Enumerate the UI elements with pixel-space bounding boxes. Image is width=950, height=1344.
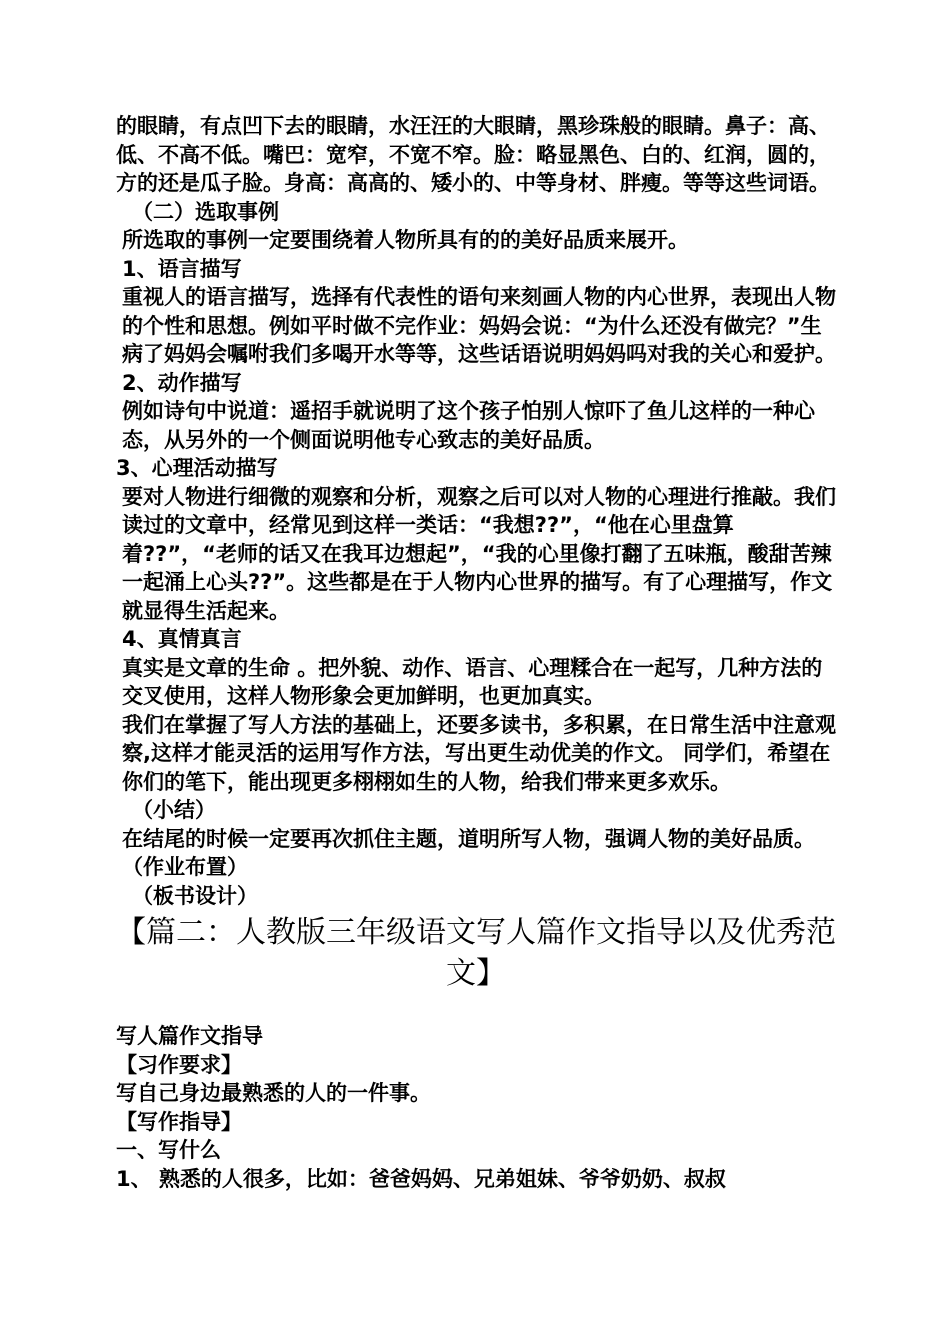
heading-action-description: 2、动作描写 bbox=[122, 370, 242, 395]
paragraph-language-description: 重视人的语言描写，选择有代表性的语句来刻画人物的内心世界，表现出人物的个性和思想。例如平时做不完作业：妈妈会说：“为什么还没有做完？”生病了妈妈会嘱咐我们多喝开水等等，这些话语说明妈妈吗对我的关心和爱护。 bbox=[122, 285, 836, 366]
section-title: 【篇二：人教版三年级语文写人篇作文指导以及优秀范文】 bbox=[116, 915, 836, 991]
heading-psychology-description: 3、心理活动描写 bbox=[116, 456, 278, 480]
heading-select-examples: （二）选取事例 bbox=[132, 199, 279, 224]
paragraph-true-feelings: 真实是文章的生命 。把外貌、动作、语言、心理糅合在一起写，几种方法的交叉使用，这样人物形象会更加鲜明，也更加真实。 bbox=[122, 655, 823, 708]
heading-writing-instructions: 【写作指导】 bbox=[116, 1109, 242, 1134]
paragraph-description-words: 的眼睛，有点凹下去的眼睛，水汪汪的大眼睛，黑珍珠般的眼睛。鼻子：高、低、不高不低。嘴巴：宽窄，不宽不窄。脸：略显黑色、白的、红润，圆的，方的还是瓜子脸。身高：高高的、矮小的、中等身材、胖瘦。等等这些词语。 bbox=[116, 114, 830, 195]
paragraph-action-description: 例如诗句中说道：遥招手就说明了这个孩子怕别人惊吓了鱼儿这样的一种心态，从另外的一个侧面说明他专心致志的美好品质。 bbox=[122, 399, 815, 452]
paragraph-summary: 在结尾的时候一定要再次抓住主题，道明所写人物，强调人物的美好品质。 （作业布置） bbox=[122, 826, 815, 879]
heading-language-description: 1、语言描写 bbox=[122, 256, 242, 281]
paragraph-select-examples: 所选取的事例一定要围绕着人物所具有的的美好品质来展开。 bbox=[122, 228, 689, 252]
paragraph-psychology-description: 要对人物进行细微的观察和分析，观察之后可以对人物的心理进行推敲。我们读过的文章中，经常见到这样一类话：“我想??”，“他在心里盘算着??”，“老师的话又在我耳边想起”，“我的心里像打翻了五味瓶，酸甜苦辣一起涌上心头??”。这些都是在于人物内心世界的描写。有了心理描写，作文就显得生活起来。 bbox=[122, 484, 836, 623]
heading-writing-guide: 写人篇作文指导 bbox=[116, 1024, 263, 1048]
heading-board-design: （板书设计） bbox=[132, 883, 258, 908]
spacer bbox=[116, 994, 836, 1022]
heading-summary: （小结） bbox=[132, 798, 216, 822]
document-page bbox=[116, 112, 836, 1193]
heading-requirements: 【习作要求】 bbox=[116, 1052, 242, 1077]
paragraph-requirements: 写自己身边最熟悉的人的一件事。 bbox=[116, 1081, 431, 1105]
heading-what-to-write: 一、写什么 bbox=[116, 1138, 221, 1162]
paragraph-read-more: 我们在掌握了写人方法的基础上，还要多读书，多积累，在日常生活中注意观察,这样才能灵活的运用写作方法，写出更生动优美的作文。 同学们，希望在你们的笔下，能出现更多栩栩如生的人物，给我们带来更多欢乐。 bbox=[122, 712, 836, 794]
paragraph-familiar-people: 1、 熟悉的人很多，比如：爸爸妈妈、兄弟姐妹、爷爷奶奶、叔叔 bbox=[116, 1166, 726, 1191]
heading-true-feelings: 4、真情真言 bbox=[122, 627, 242, 651]
